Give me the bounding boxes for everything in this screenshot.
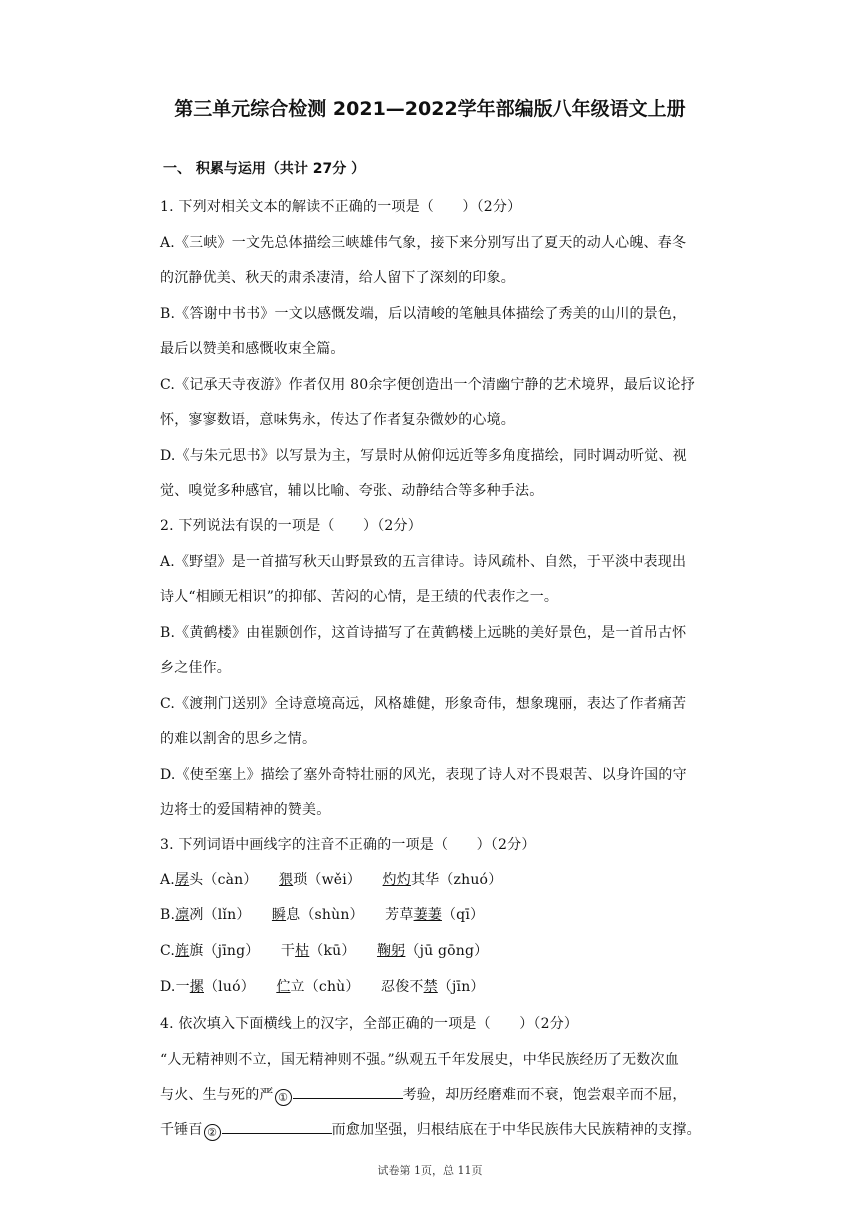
underlined-char: 萋萋 bbox=[413, 907, 442, 923]
question-2-option-d-line1: D.《使至塞上》描绘了塞外奇特壮丽的风光，表现了诗人对不畏艰苦、以身许国的守 bbox=[160, 767, 687, 783]
passage-text: 千锤百 bbox=[160, 1122, 203, 1138]
page-footer: 试卷第 1页，总 11页 bbox=[377, 1164, 483, 1177]
question-3-option-a bbox=[160, 869, 502, 889]
question-2-stem: 2. 下列说法有误的一项是（ ）（2分） bbox=[160, 518, 422, 534]
fill-blank-2 bbox=[222, 1119, 332, 1134]
option-text: C. bbox=[160, 943, 176, 959]
question-1-option-d-line1: D.《与朱元思书》以写景为主，写景时从俯仰远近等多角度描绘，同时调动听觉、视 bbox=[160, 448, 687, 464]
underlined-char: 摞 bbox=[189, 979, 204, 995]
option-text: 冽（lǐn） bbox=[189, 907, 272, 923]
question-4-passage-line2 bbox=[160, 1084, 687, 1106]
question-1-option-c-line2: 怀，寥寥数语，意味隽永，传达了作者复杂微妙的心境。 bbox=[160, 412, 515, 428]
blank-number-1: ① bbox=[275, 1089, 292, 1106]
question-2-option-a-line1: A.《野望》是一首描写秋天山野景致的五言律诗。诗风疏朴、自然，于平淡中表现出 bbox=[160, 554, 687, 570]
section-heading: 一、 积累与运用（共计 27分 ） bbox=[163, 161, 366, 177]
option-text: （jū gōng） bbox=[405, 943, 489, 959]
question-3-option-b bbox=[160, 904, 484, 924]
question-1-stem: 1. 下列对相关文本的解读不正确的一项是（ ）（2分） bbox=[160, 199, 522, 215]
question-1-option-a-line1: A.《三峡》一文先总体描绘三峡雄伟气象，接下来分别写出了夏天的动人心魄、春冬 bbox=[160, 235, 687, 251]
option-text: B. bbox=[160, 907, 176, 923]
question-1-option-c-line1: C.《记承天寺夜游》作者仅用 80余字便创造出一个清幽宁静的艺术境界，最后议论抒 bbox=[160, 377, 695, 393]
question-3-option-d bbox=[160, 976, 485, 996]
underlined-char: 灼灼 bbox=[382, 872, 411, 888]
underlined-char: 枯 bbox=[295, 943, 310, 959]
fill-blank-1 bbox=[293, 1084, 403, 1099]
option-text: （jīn） bbox=[437, 979, 485, 995]
option-text: 其华（zhuó） bbox=[410, 872, 503, 888]
option-text: 琐（wěi） bbox=[293, 872, 383, 888]
question-2-option-b-line2: 乡之佳作。 bbox=[160, 660, 231, 676]
underlined-char: 凛 bbox=[175, 907, 190, 923]
question-2-option-d-line2: 边将士的爱国精神的赞美。 bbox=[160, 802, 331, 818]
question-2-option-c-line1: C.《渡荆门送别》全诗意境高远，风格雄健，形象奇伟，想象瑰丽，表达了作者痛苦 bbox=[160, 696, 687, 712]
passage-text: 而愈加坚强，归根结底在于中华民族伟大民族精神的支撑。 bbox=[331, 1122, 701, 1138]
question-3-stem: 3. 下列词语中画线字的注音不正确的一项是（ ）（2分） bbox=[160, 837, 536, 853]
page-title: 第三单元综合检测 2021—2022学年部编版八年级语文上册 bbox=[174, 98, 686, 120]
option-text: （kū） bbox=[309, 943, 377, 959]
option-text: 头（càn） bbox=[189, 872, 279, 888]
passage-text: 考验，却历经磨难而不衰，饱尝艰辛而不屈， bbox=[402, 1087, 687, 1103]
option-text: D.一 bbox=[160, 979, 190, 995]
passage-text: 与火、生与死的严 bbox=[160, 1087, 274, 1103]
question-1-option-b-line1: B.《答谢中书书》一文以感慨发端，后以清峻的笔触具体描绘了秀美的山川的景色， bbox=[160, 306, 687, 322]
question-4-passage-line1: “人无精神则不立，国无精神则不强。”纵观五千年发展史，中华民族经历了无数次血 bbox=[160, 1052, 679, 1068]
question-2-option-c-line2: 的难以割舍的思乡之情。 bbox=[160, 731, 317, 747]
blank-number-2: ② bbox=[204, 1124, 221, 1141]
question-4-stem: 4. 依次填入下面横线上的汉字，全部正确的一项是（ ）（2分） bbox=[160, 1016, 579, 1032]
option-text: （luó） bbox=[203, 979, 277, 995]
option-text: A. bbox=[160, 872, 175, 888]
question-3-option-c bbox=[160, 940, 488, 960]
underlined-char: 瞬 bbox=[271, 907, 287, 923]
option-text: （qī） bbox=[441, 907, 485, 923]
option-text: 旗（jīng） 干 bbox=[189, 943, 296, 959]
underlined-char: 孱 bbox=[174, 872, 190, 888]
question-2-option-a-line2: 诗人“相顾无相识”的抑郁、苦闷的心情，是王绩的代表作之一。 bbox=[160, 589, 559, 605]
underlined-char: 伫 bbox=[276, 979, 291, 995]
underlined-char: 禁 bbox=[423, 979, 438, 995]
option-text: 息（shùn） 芳草 bbox=[286, 907, 414, 923]
question-1-option-b-line2: 最后以赞美和感慨收束全篇。 bbox=[160, 341, 345, 357]
underlined-char: 旌 bbox=[175, 943, 190, 959]
question-4-passage-line3 bbox=[160, 1119, 701, 1141]
question-2-option-b-line1: B.《黄鹤楼》由崔颢创作，这首诗描写了在黄鹤楼上远眺的美好景色，是一首吊古怀 bbox=[160, 625, 687, 641]
underlined-char: 鞠躬 bbox=[376, 943, 406, 959]
question-1-option-a-line2: 的沉静优美、秋天的肃杀凄清，给人留下了深刻的印象。 bbox=[160, 270, 515, 286]
option-text: 立（chù） 忍俊不 bbox=[290, 979, 424, 995]
underlined-char: 猥 bbox=[278, 872, 294, 888]
question-1-option-d-line2: 觉、嗅觉多种感官，辅以比喻、夸张、动静结合等多种手法。 bbox=[160, 483, 544, 499]
